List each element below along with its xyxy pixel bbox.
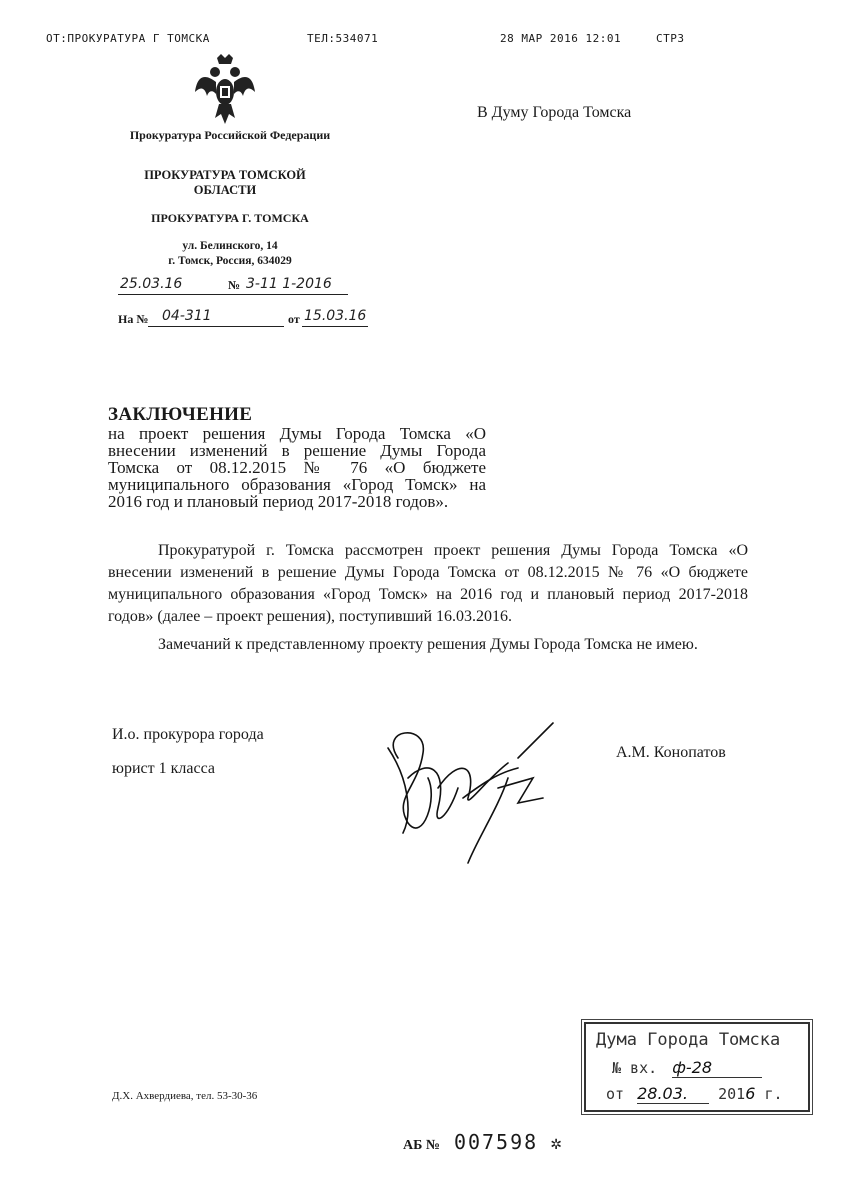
document-title-block xyxy=(108,405,486,510)
reference-label: На № xyxy=(118,312,149,326)
body-paragraph: Замечаний к представленному проекту решения Думы Города Томска не имею. xyxy=(158,636,698,653)
stamp-number-label: № вх. xyxy=(612,1059,658,1077)
signer-name: А.М. Конопатов xyxy=(616,744,726,761)
form-serial-number xyxy=(403,1130,562,1154)
document-subject: на проект решения Думы Города Томска «О внесении изменений в решение Думы Города Томска от 08.12.2015 № 76 «О бюджете муниципального образования «Город Томск» на 2016 год и плановый период 2017-2018 годов». xyxy=(108,424,486,511)
serial-prefix: АБ № xyxy=(403,1138,440,1153)
outgoing-number-line xyxy=(118,276,348,295)
coat-of-arms-emblem xyxy=(193,52,257,126)
reference-from-label: от xyxy=(288,312,300,326)
sender-org-federal: Прокуратура Российской Федерации xyxy=(129,128,331,142)
stamp-year-handwritten: 6 xyxy=(745,1084,756,1103)
outgoing-number-label: № xyxy=(228,278,241,292)
signer-class-rank: юрист 1 класса xyxy=(112,760,215,777)
reference-number-handwritten: 04-311 xyxy=(162,308,212,324)
fax-page: СТР3 xyxy=(656,32,685,45)
signer-position: И.о. прокурора города xyxy=(112,726,264,743)
fax-header xyxy=(0,32,850,50)
sender-address-street: ул. Белинского, 14 xyxy=(182,240,278,252)
serial-mark-icon: ✲ xyxy=(550,1138,562,1153)
fax-phone: ТЕЛ:534071 xyxy=(307,32,379,45)
outgoing-date-handwritten: 25.03.16 xyxy=(120,276,183,292)
stamp-year-suffix: г. xyxy=(764,1085,783,1103)
sender-address-city: г. Томск, Россия, 634029 xyxy=(168,255,292,267)
reference-date-handwritten: 15.03.16 xyxy=(304,308,367,324)
handwritten-signature xyxy=(368,718,568,868)
incoming-registration-stamp xyxy=(584,1022,810,1112)
stamp-title: Дума Города Томска xyxy=(596,1030,781,1050)
sender-org-city: ПРОКУРАТУРА Г. ТОМСКА xyxy=(151,211,309,225)
stamp-number-handwritten: ф-28 xyxy=(672,1058,712,1077)
addressee: В Думу Города Томска xyxy=(477,104,632,121)
outgoing-number-handwritten: 3-11 1-2016 xyxy=(246,276,332,292)
stamp-date-handwritten: 28.03. xyxy=(637,1084,688,1103)
reference-number-line xyxy=(118,308,368,328)
fax-datetime: 28 МАР 2016 12:01 xyxy=(500,32,622,45)
fax-sender: ОТ:ПРОКУРАТУРА Г ТОМСКА xyxy=(46,32,210,45)
stamp-date-from-label: от xyxy=(606,1085,625,1103)
executor-contact: Д.Х. Ахвердиева, тел. 53-30-36 xyxy=(112,1090,258,1102)
serial-number: 007598 xyxy=(453,1130,539,1154)
body-paragraph: Прокуратурой г. Томска рассмотрен проект решения Думы Города Томска «О внесении изменений в решение Думы Города Томска от 08.12.2015 № 76 «О бюджете муниципального образования «Город Томск» на 2016 год и плановый период 2017-2018 годов» (далее – проект решения), поступивший 16.03.2016. xyxy=(108,542,748,625)
document-body xyxy=(108,540,748,656)
sender-org-region: ПРОКУРАТУРА ТОМСКОЙ ОБЛАСТИ xyxy=(144,168,306,197)
document-title: ЗАКЛЮЧЕНИЕ xyxy=(108,404,253,425)
stamp-date-row xyxy=(606,1084,783,1104)
stamp-year-prefix: 201 xyxy=(718,1085,746,1103)
stamp-number-row xyxy=(612,1058,762,1078)
